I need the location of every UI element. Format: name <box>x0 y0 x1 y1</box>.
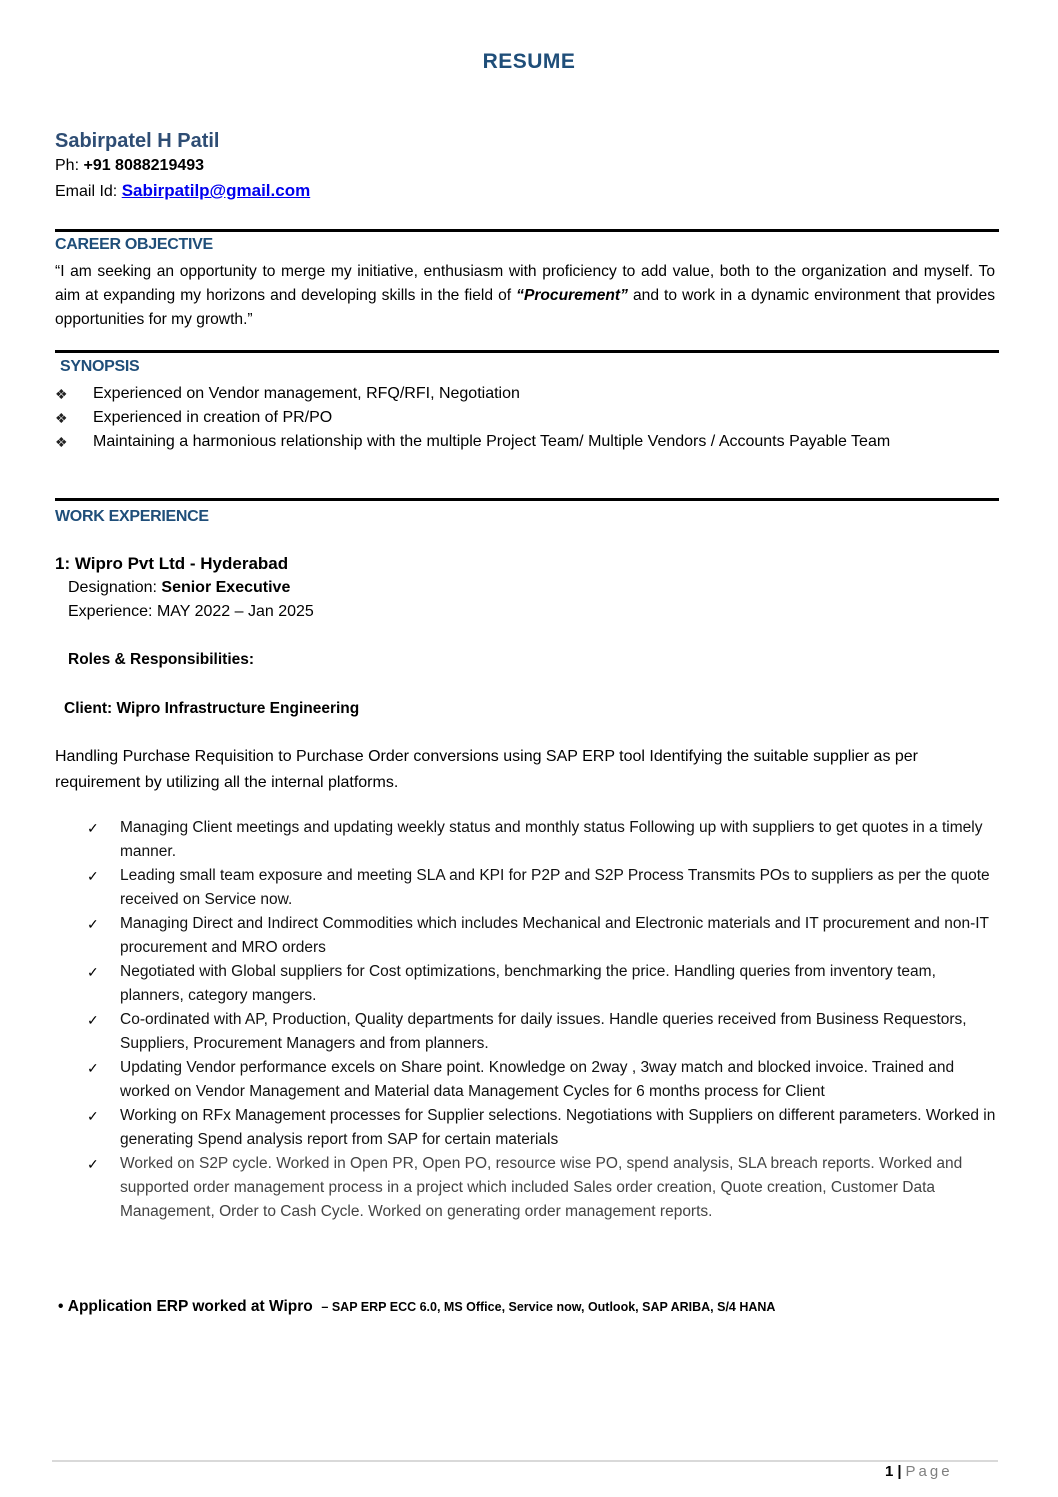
email-label: Email Id: <box>55 183 118 200</box>
duty-text: Working on RFx Management processes for Supplier selections. Negotiations with Suppliers on different parameters. Worked in generating Spend analysis report from SAP for certain materials <box>120 1107 996 1148</box>
small-bullet-icon: • <box>58 1298 64 1315</box>
designation-line <box>68 579 290 597</box>
duty-item <box>55 1152 1000 1224</box>
synopsis-item-text: Experienced on Vendor management, RFQ/RFI, Negotiation <box>93 385 520 402</box>
email-line <box>55 181 310 201</box>
phone-label: Ph: <box>55 157 80 174</box>
checkmark-icon: ✓ <box>87 868 99 884</box>
section-divider <box>55 498 999 501</box>
synopsis-item-text: Experienced in creation of PR/PO <box>93 409 333 426</box>
erp-tools: – SAP ERP ECC 6.0, MS Office, Service now, Outlook, SAP ARIBA, S/4 HANA <box>321 1300 776 1314</box>
section-divider <box>55 350 999 353</box>
career-objective-text <box>55 260 995 332</box>
phone-number: +91 8088219493 <box>83 157 205 174</box>
checkmark-icon: ✓ <box>87 1156 99 1172</box>
duty-text: Leading small team exposure and meeting SLA and KPI for P2P and S2P Process Transmits POs to suppliers as per the quote received on Service now. <box>120 867 990 908</box>
experience-period: Experience: MAY 2022 – Jan 2025 <box>68 603 314 620</box>
page-footer <box>885 1463 953 1480</box>
candidate-name: Sabirpatel H Patil <box>55 130 220 152</box>
checkmark-icon: ✓ <box>87 916 99 932</box>
synopsis-item <box>55 430 995 454</box>
synopsis-item-text: Maintaining a harmonious relationship with the multiple Project Team/ Multiple Vendors / Accounts Payable Team <box>93 433 891 450</box>
checkmark-icon: ✓ <box>87 964 99 980</box>
synopsis-item <box>55 382 995 406</box>
checkmark-icon: ✓ <box>87 1108 99 1124</box>
objective-text-end: and to work in a dynamic environment that provides opportunities for my growth.” <box>55 287 996 328</box>
duty-item <box>55 864 1000 912</box>
roles-heading: Roles & Responsibilities: <box>68 651 255 668</box>
duty-text: Co-ordinated with AP, Production, Quality departments for daily issues. Handle queries received from Business Requestors, Suppliers, Procurement Managers and from planners. <box>120 1011 967 1052</box>
synopsis-heading: SYNOPSIS <box>60 358 140 375</box>
checkmark-icon: ✓ <box>87 820 99 836</box>
duty-item <box>55 1104 1000 1152</box>
role-summary: Handling Purchase Requisition to Purchase Order conversions using SAP ERP tool Identifying the suitable supplier as per requirement by utilizing all the internal platforms. <box>55 748 919 791</box>
duty-item <box>55 816 1000 864</box>
diamond-bullet-icon: ❖ <box>55 410 68 426</box>
synopsis-list <box>55 382 995 454</box>
duties-list <box>55 816 1000 1224</box>
phone-line <box>55 157 204 175</box>
checkmark-icon: ✓ <box>87 1060 99 1076</box>
client-name: Client: Wipro Infrastructure Engineering <box>64 700 360 717</box>
email-link[interactable]: Sabirpatilp@gmail.com <box>121 181 311 200</box>
career-objective-heading: CAREER OBJECTIVE <box>55 236 213 253</box>
duty-item <box>55 960 1000 1008</box>
document-title: RESUME <box>482 50 576 73</box>
synopsis-item <box>55 406 995 430</box>
duty-text: Negotiated with Global suppliers for Cost optimizations, benchmarking the price. Handling queries from inventory team, planners, category mangers. <box>120 963 936 1004</box>
duty-item <box>55 1008 1000 1056</box>
footer-divider <box>52 1460 998 1462</box>
duty-text: Updating Vendor performance excels on Share point. Knowledge on 2way , 3way match and blocked invoice. Trained and worked on Vendor Management and Material data Management Cycles for 6 months process for Client <box>120 1059 955 1100</box>
duty-item <box>55 1056 1000 1104</box>
objective-emphasis: “Procurement” <box>516 287 628 304</box>
duty-text: Managing Direct and Indirect Commodities which includes Mechanical and Electronic materials and IT procurement and non-IT procurement and MRO orders <box>120 915 989 956</box>
company-name: 1: Wipro Pvt Ltd - Hyderabad <box>55 554 289 573</box>
designation-value: Senior Executive <box>161 579 291 596</box>
duty-item <box>55 912 1000 960</box>
objective-text-start: “I am seeking an opportunity to merge my initiative, enthusiasm with proficiency to add value, both to the organization and myself. To aim at expanding my horizons and developing skills in the field of <box>55 263 995 304</box>
work-experience-heading: WORK EXPERIENCE <box>55 508 209 525</box>
diamond-bullet-icon: ❖ <box>55 434 68 450</box>
diamond-bullet-icon: ❖ <box>55 386 68 402</box>
page-label: Page <box>905 1463 953 1480</box>
duty-text: Worked on S2P cycle. Worked in Open PR, Open PO, resource wise PO, spend analysis, SLA breach reports. Worked and supported order management process in a project which included Sales order creation, Quote creation, Customer Data Management, Order to Cash Cycle. Worked on generating order management reports. <box>120 1155 963 1220</box>
footer-separator: | <box>897 1463 902 1480</box>
duty-text: Managing Client meetings and updating weekly status and monthly status Following up with suppliers to get quotes in a timely manner. <box>120 819 983 860</box>
erp-tools-line <box>58 1298 775 1316</box>
designation-label: Designation: <box>68 579 162 596</box>
erp-label: Application ERP worked at Wipro <box>67 1298 313 1315</box>
section-divider <box>55 229 999 232</box>
page-number: 1 <box>885 1463 894 1480</box>
checkmark-icon: ✓ <box>87 1012 99 1028</box>
